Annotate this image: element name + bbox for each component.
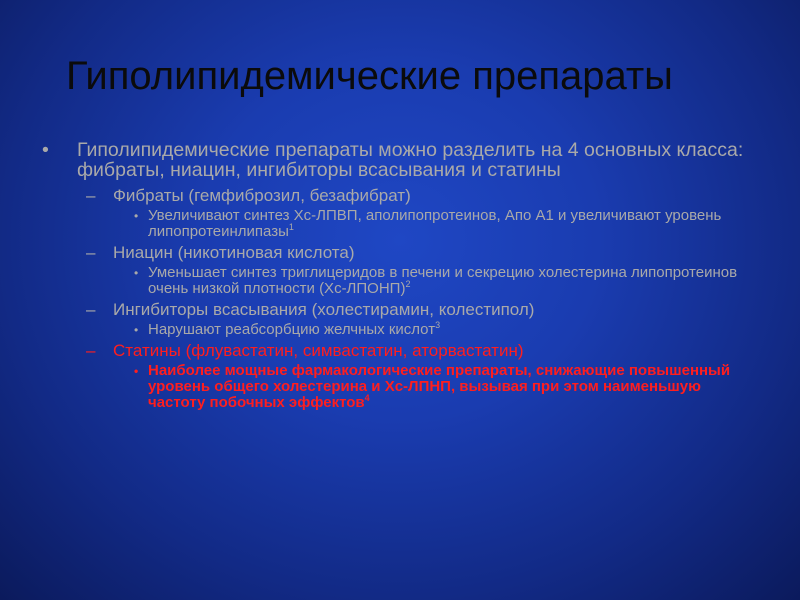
bullet-dot-icon: • [42, 139, 49, 161]
slide-content [40, 140, 760, 414]
intro-bullet [40, 140, 760, 180]
intro-text: Гиполипидемические препараты можно разделить на 4 основных класса: фибраты, ниацин, ингибиторы всасывания и статины [77, 139, 744, 181]
bullet-dot-icon: • [134, 209, 139, 223]
class-detail [40, 265, 760, 297]
class-detail-highlighted [40, 363, 760, 411]
class-heading: Ниацин (никотиновая кислота) [113, 243, 355, 262]
footnote-ref: 4 [364, 393, 370, 403]
bullet-dash-icon: – [86, 300, 96, 319]
class-detail [40, 208, 760, 240]
detail-text: Уменьшает синтез триглицеридов в печени и секрецию холестерина липопротеинов очень низкой плотности (Хс-ЛПОНП) [148, 264, 738, 297]
class-detail [40, 322, 760, 338]
footnote-ref: 3 [435, 320, 441, 330]
class-heading: Ингибиторы всасывания (холестирамин, колестипол) [113, 300, 535, 319]
class-heading: Статины (флувастатин, симвастатин, аторвастатин) [113, 341, 524, 360]
detail-text: Увеличивают синтез Хс-ЛПВП, аполипопротеинов, Апо А1 и увеличивают уровень липопротеинлипазы [148, 207, 722, 240]
bullet-dot-icon: • [134, 266, 139, 280]
detail-text: Нарушают реабсорбцию желчных кислот [148, 321, 436, 338]
bullet-dash-icon: – [86, 186, 96, 205]
detail-text: Наиболее мощные фармакологические препараты, снижающие повышенный уровень общего холестерина и Хс-ЛПНП, вызывая при этом наименьшую частоту побочных эффектов [148, 362, 731, 411]
bullet-dot-icon: • [134, 364, 139, 378]
class-statins [40, 341, 760, 361]
class-fibrates [40, 186, 760, 206]
class-absorption-inhibitors [40, 300, 760, 320]
bullet-dash-icon: – [86, 243, 96, 262]
class-heading: Фибраты (гемфиброзил, безафибрат) [113, 186, 411, 205]
footnote-ref: 1 [288, 222, 294, 232]
slide-title: Гиполипидемические препараты [66, 54, 673, 98]
class-niacin [40, 243, 760, 263]
bullet-dot-icon: • [134, 323, 139, 337]
footnote-ref: 2 [405, 279, 411, 289]
bullet-dash-icon: – [86, 341, 96, 360]
